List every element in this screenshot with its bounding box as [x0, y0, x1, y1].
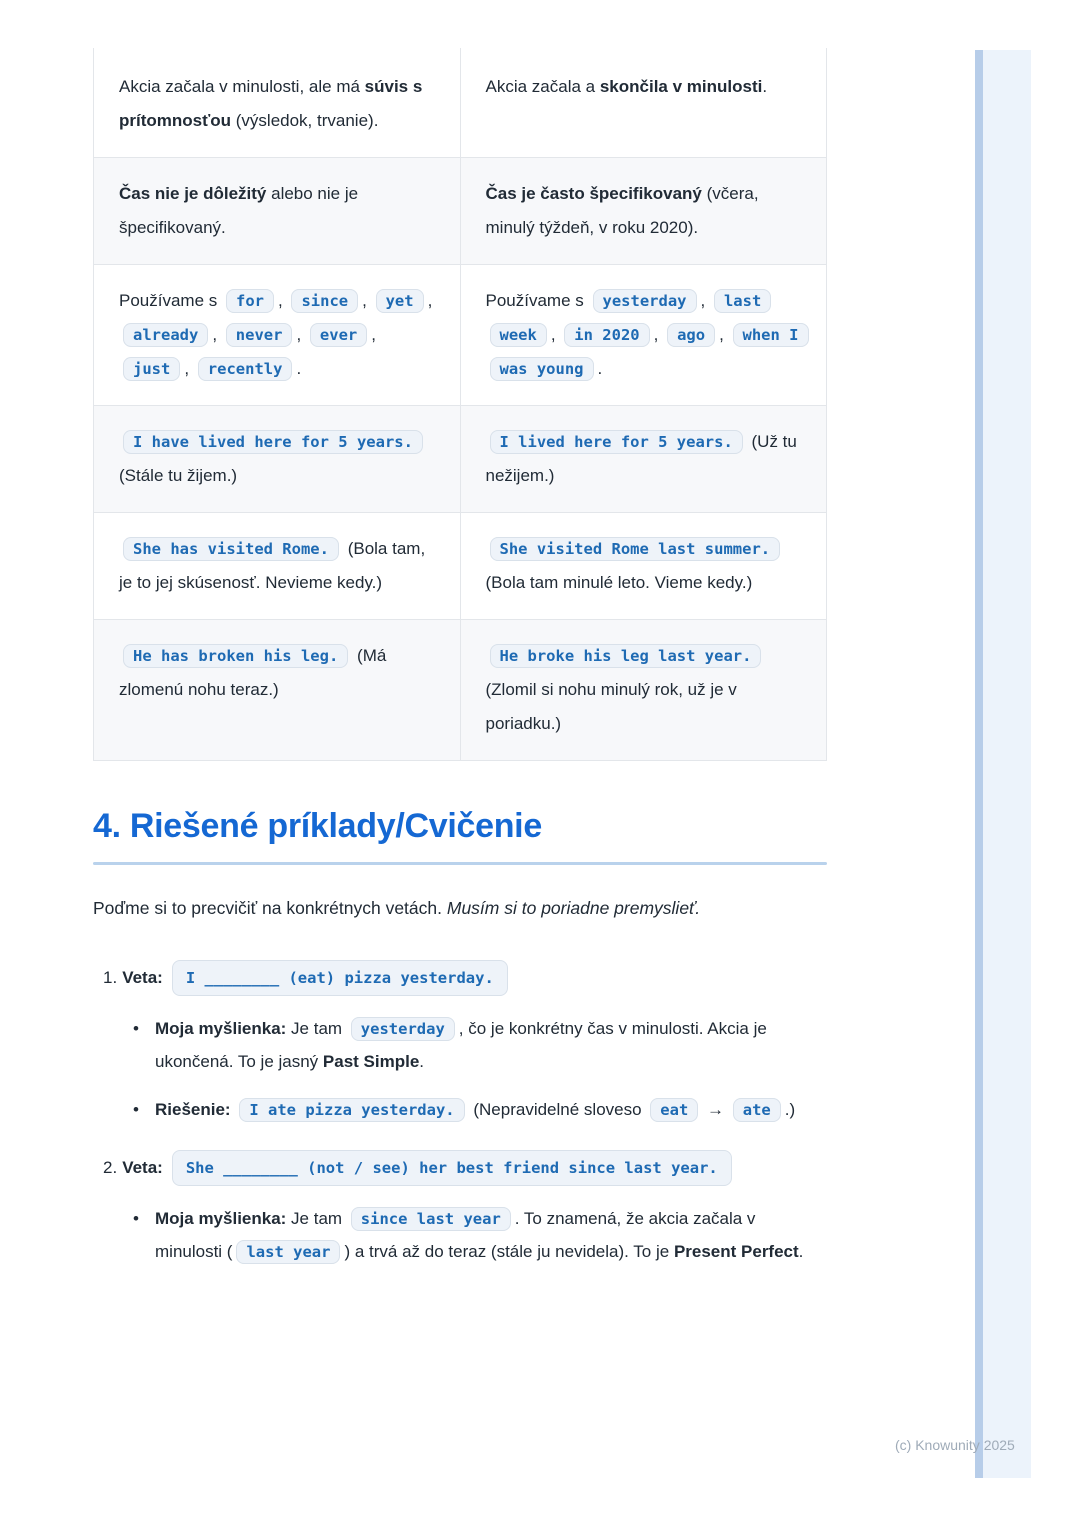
code-chip: I lived here for 5 years.	[490, 430, 743, 454]
code-chip: yet	[376, 289, 424, 313]
table-row	[94, 620, 827, 761]
exercise-list	[93, 960, 827, 1268]
code-chip: ever	[310, 323, 367, 347]
code-chip: when I was young	[490, 323, 809, 381]
side-panel	[983, 50, 1031, 1478]
table-cell-past-simple: She visited Rome last summer. (Bola tam minulé leto. Vieme kedy.)	[460, 513, 827, 620]
code-chip: I have lived here for 5 years.	[123, 430, 423, 454]
table-row	[94, 48, 827, 158]
code-chip: I ate pizza yesterday.	[239, 1098, 464, 1122]
table-cell-present-perfect: Používame s for , since , yet , already , never , ever , just , recently .	[94, 265, 461, 406]
code-chip: in 2020	[564, 323, 649, 347]
bullet-list	[93, 1012, 827, 1126]
code-chip: already	[123, 323, 208, 347]
code-chip: never	[226, 323, 293, 347]
section-divider	[93, 862, 827, 865]
item-number: 1.	[103, 968, 118, 987]
table-cell-past-simple: Akcia začala a skončila v minulosti.	[460, 48, 827, 158]
scrollbar-thumb[interactable]	[975, 50, 983, 1478]
bullet-item-thought: • Moja myšlienka: Je tam yesterday , čo je konkrétny čas v minulosti. Akcia je ukončená. To je jasný Past Simple.	[155, 1012, 827, 1078]
tense-comparison-table	[93, 48, 827, 761]
sentence-chip: I ________ (eat) pizza yesterday.	[172, 960, 508, 996]
exercise-item-1	[93, 960, 827, 1126]
bullet-item-solution: • Riešenie: I ate pizza yesterday. (Nepravidelné sloveso eat → ate .)	[155, 1093, 827, 1126]
sentence-chip: She ________ (not / see) her best friend since last year.	[172, 1150, 732, 1186]
code-chip: for	[226, 289, 274, 313]
code-chip: She visited Rome last summer.	[490, 537, 781, 561]
code-chip: yesterday	[593, 289, 697, 313]
bullet-list	[93, 1202, 827, 1268]
code-chip: just	[123, 357, 180, 381]
copyright-text: (c) Knowunity 2025	[895, 1437, 1015, 1453]
table-row	[94, 158, 827, 265]
table-cell-past-simple: He broke his leg last year. (Zlomil si nohu minulý rok, už je v poriadku.)	[460, 620, 827, 761]
bullet-item-thought: • Moja myšlienka: Je tam since last year . To znamená, že akcia začala v minulosti ( last year ) a trvá až do teraz (stále ju nevidela). To je Present Perfect.	[155, 1202, 827, 1268]
code-chip: recently	[198, 357, 293, 381]
table-cell-past-simple: Používame s yesterday , last week , in 2020 , ago , when I was young .	[460, 265, 827, 406]
code-chip: last week	[490, 289, 772, 347]
section-heading: 4. Riešené príklady/Cvičenie	[93, 807, 542, 845]
code-chip: She has visited Rome.	[123, 537, 339, 561]
code-chip: eat	[650, 1098, 698, 1122]
code-chip: ate	[733, 1098, 781, 1122]
intro-paragraph: Poďme si to precvičiť na konkrétnych vetách. Musím si to poriadne premyslieť.	[93, 898, 701, 918]
sentence-line	[93, 960, 827, 996]
table-row	[94, 513, 827, 620]
table-row	[94, 265, 827, 406]
exercise-item-2	[93, 1150, 827, 1268]
document-content	[93, 48, 827, 1283]
item-number: 2.	[103, 1158, 118, 1177]
table-cell-present-perfect: She has visited Rome. (Bola tam, je to jej skúsenosť. Nevieme kedy.)	[94, 513, 461, 620]
table-row	[94, 406, 827, 513]
veta-label: Veta:	[122, 1158, 163, 1177]
table-cell-present-perfect: I have lived here for 5 years. (Stále tu žijem.)	[94, 406, 461, 513]
code-chip: He broke his leg last year.	[490, 644, 762, 668]
table-cell-past-simple: Čas je často špecifikovaný (včera, minulý týždeň, v roku 2020).	[460, 158, 827, 265]
table-cell-past-simple: I lived here for 5 years. (Už tu nežijem.)	[460, 406, 827, 513]
veta-label: Veta:	[122, 968, 163, 987]
table-cell-present-perfect: Čas nie je dôležitý alebo nie je špecifikovaný.	[94, 158, 461, 265]
code-chip: yesterday	[351, 1017, 455, 1041]
table-cell-present-perfect: Akcia začala v minulosti, ale má súvis s prítomnosťou (výsledok, trvanie).	[94, 48, 461, 158]
code-chip: last year	[236, 1240, 340, 1264]
code-chip: He has broken his leg.	[123, 644, 348, 668]
code-chip: since	[291, 289, 358, 313]
code-chip: since last year	[351, 1207, 511, 1231]
table-cell-present-perfect: He has broken his leg. (Má zlomenú nohu teraz.)	[94, 620, 461, 761]
code-chip: ago	[667, 323, 715, 347]
sentence-line	[93, 1150, 827, 1186]
